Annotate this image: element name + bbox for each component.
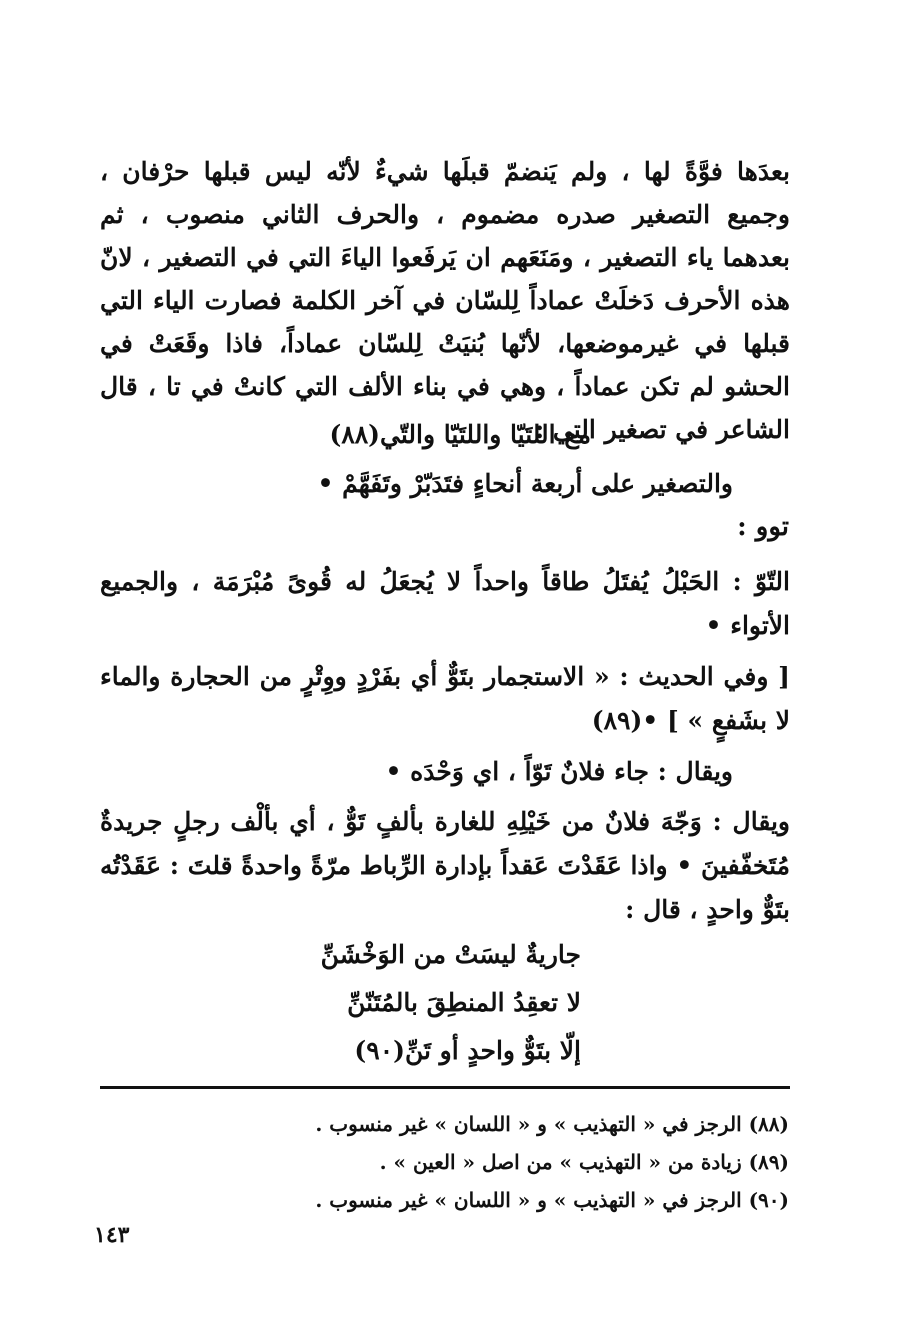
verse-2-line-2: لا تعقِدُ المنطِقَ بالمُتَنّنِّ bbox=[347, 988, 581, 1017]
footnotes bbox=[189, 1105, 789, 1219]
paragraph-4: [ وفي الحديث : « الاستجمار بتَوٌّ أي بفَرْدٍ ووِتْرٍ من الحجارة والماء لا بشَفعٍ » ] •(٨٩) bbox=[100, 662, 790, 735]
verse-2-line-3: إلّا بتَوٌّ واحدٍ أو تَنِّ(٩٠) bbox=[354, 1036, 581, 1065]
verse-2-line-1: جاريةٌ ليسَتْ من الوَخْشَنِّ bbox=[320, 940, 581, 969]
footnote-88: (٨٨) الرجز في « التهذيب » و « اللسان » غير منسوب . bbox=[315, 1112, 789, 1136]
page-number: ١٤٣ bbox=[94, 1222, 130, 1248]
paragraph-3: التّوّ : الحَبْلُ يُفتَلُ طاقاً واحداً لا يُجعَلُ له قُوىً مُبْرَمَة ، والجميع الأتواء • bbox=[100, 567, 790, 640]
paragraph-6: ويقال : وَجّهَ فلانٌ من خَيْلِهِ للغارة بألفٍ تَوٌّ ، أي بألْف رجلٍ جريدةٌ مُتَخفّفينَ • واذا عَقَدْتَ عَقداً بإدارة الرِّباط مرّةً واحدةً قلتَ : عَقَدْتُه بتَوٌّ واحدٍ ، قال : bbox=[100, 807, 790, 924]
entry-heading: توو : bbox=[737, 512, 789, 542]
paragraph-2: والتصغير على أربعة أنحاءٍ فتَدَبّرْ وتَفَهَّمْ • bbox=[317, 469, 733, 498]
paragraph-5: ويقال : جاء فلانٌ تَوّاً ، اي وَحْدَه • bbox=[385, 757, 733, 786]
footnote-89: (٨٩) زيادة من « التهذيب » من اصل « العين » . bbox=[379, 1150, 789, 1174]
paragraph-1: بعدَها فوَّةً لها ، ولم يَنضمّ قبلَها شيءٌ لأنّه ليس قبلها حرْفان ، وجميع التصغير صدره مضموم ، والحرف الثاني منصوب ، ثم بعدهما ياء التصغير ، ومَنَعَهم ان يَرفَعوا الياءَ التي في التصغير ، لانّ هذه الأحرف دَخلَتْ عماداً لِلسّان في آخر الكلمة فصارت الياء التي قبلها في غيرموضعها، لأنّها بُنيَتْ لِلسّان عماداً، فاذا وقَعَتْ في الحشو لم تكن عماداً ، وهي في بناء الألف التي كانتْ في تا ، قال الشاعر في تصغير التي : bbox=[100, 157, 790, 444]
footnote-divider bbox=[100, 1086, 790, 1089]
footnote-90: (٩٠) الرجز في « التهذيب » و « اللسان » غير منسوب . bbox=[315, 1188, 789, 1212]
verse-1: مع اللتَيّا واللتَيّا والتّي(٨٨) bbox=[329, 420, 591, 449]
